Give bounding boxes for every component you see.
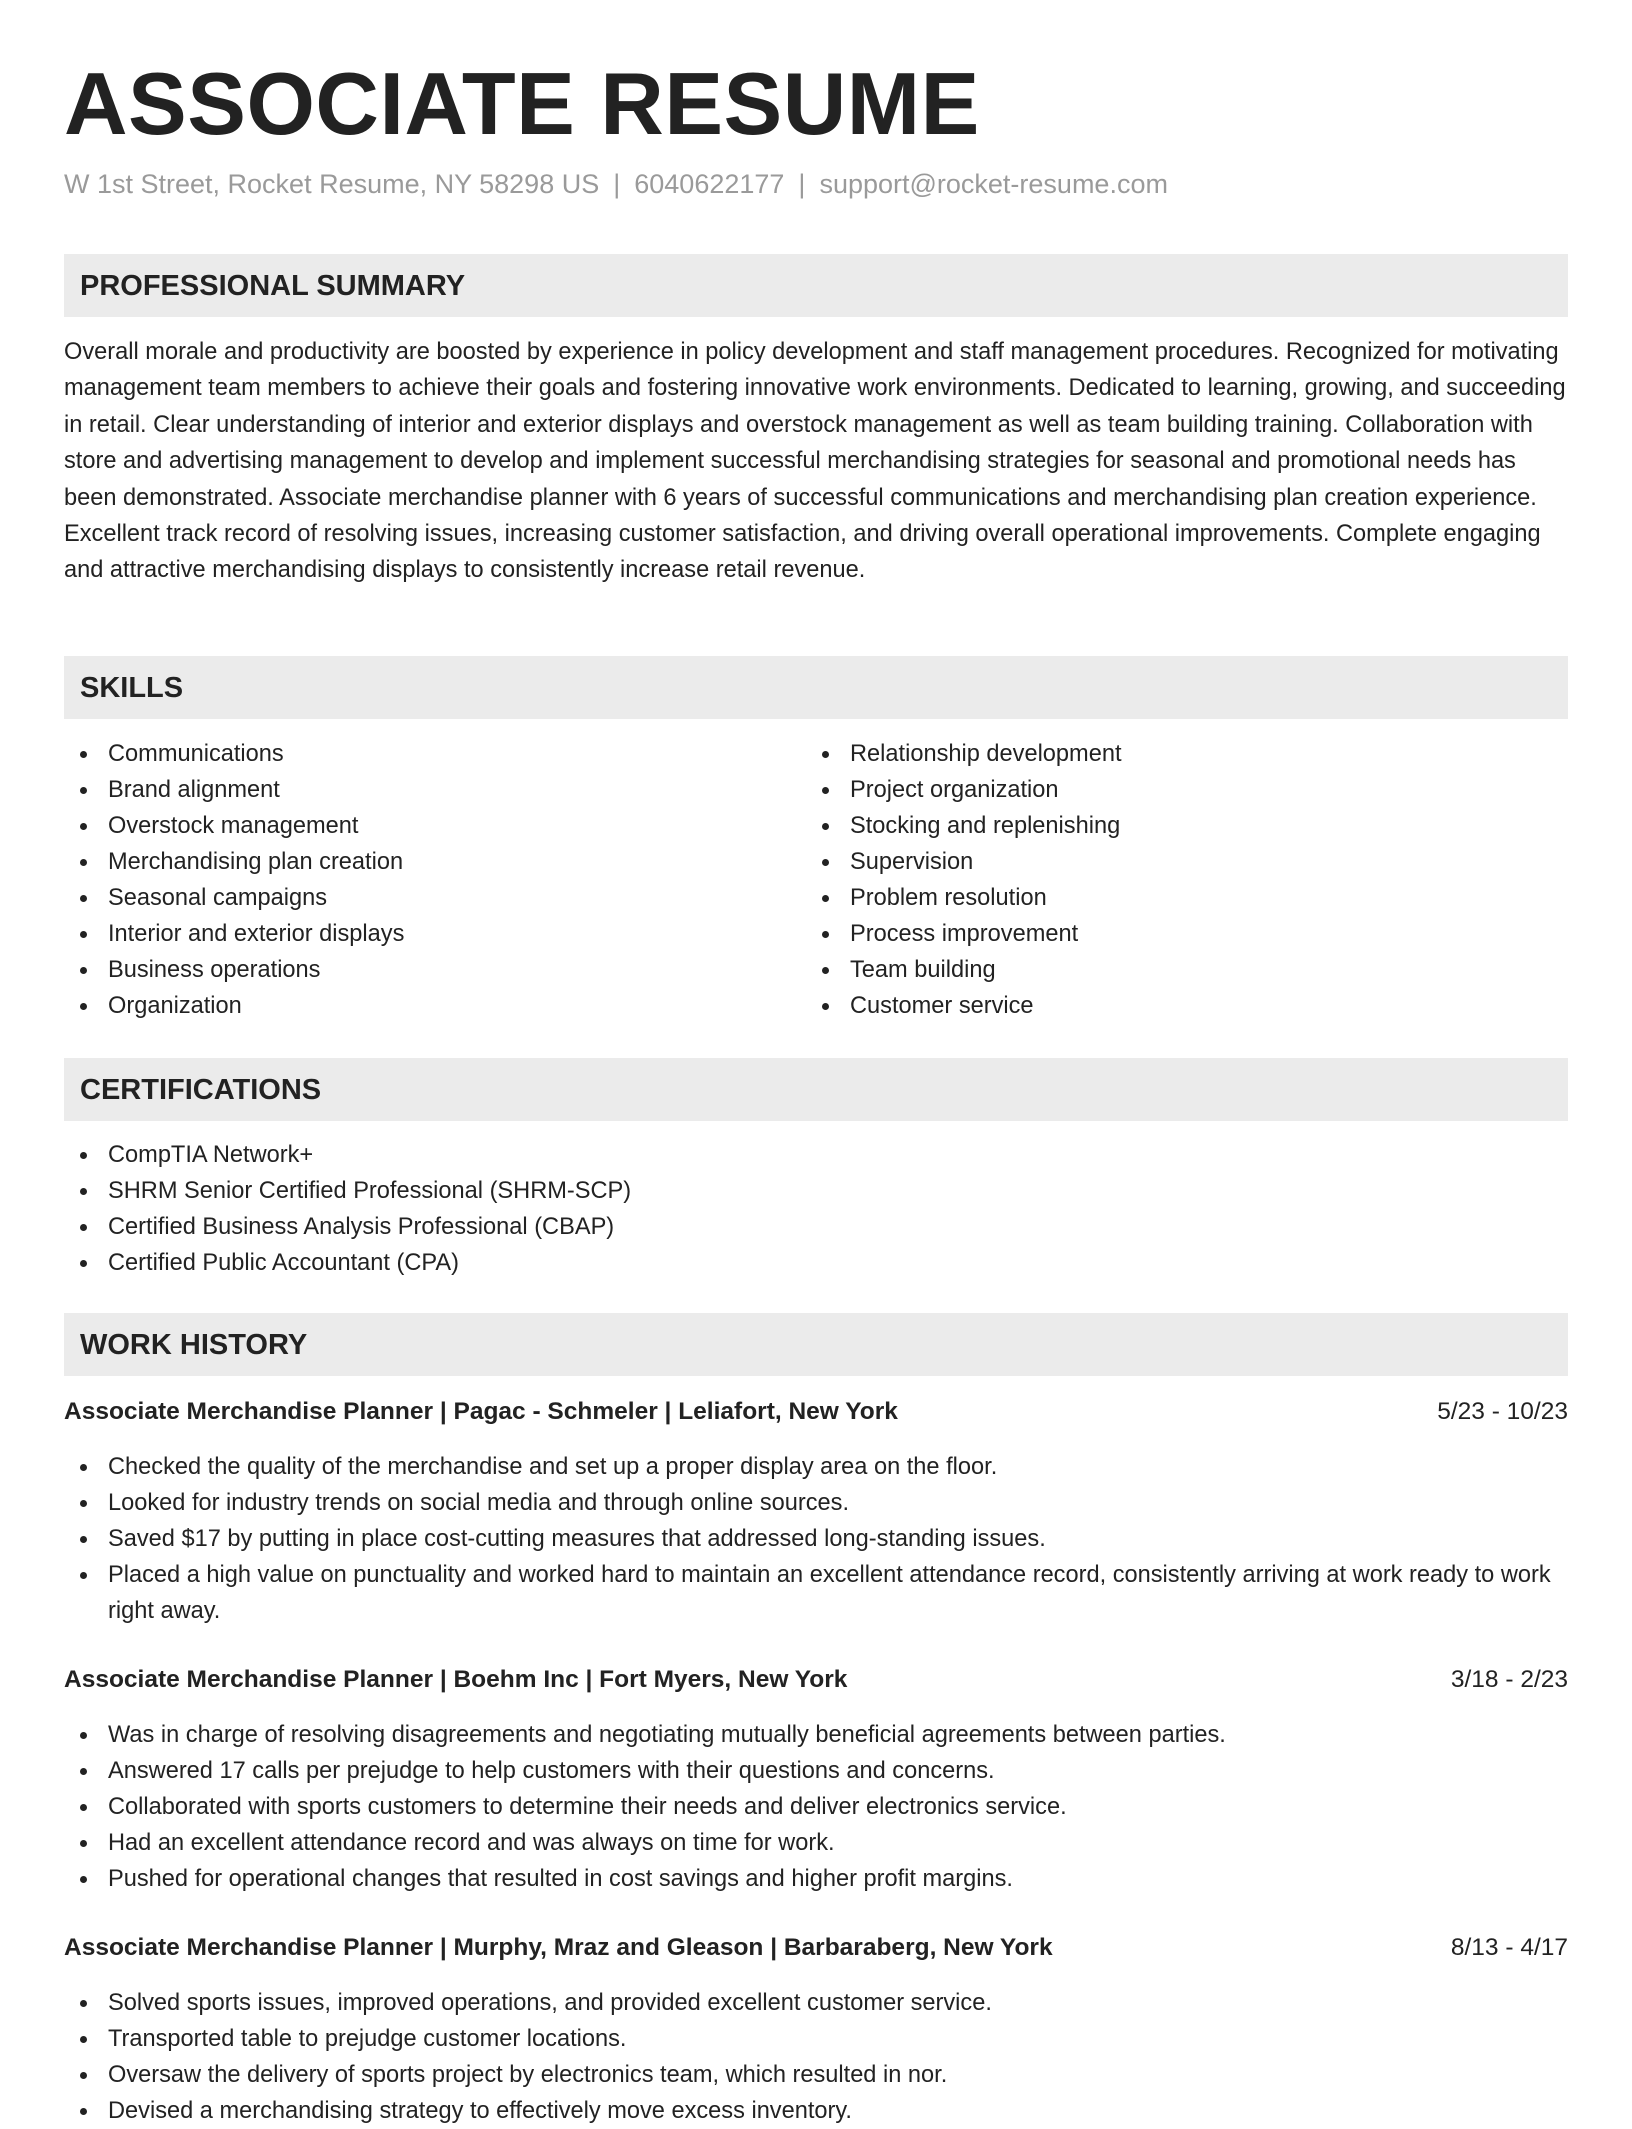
job-title: Associate Merchandise Planner | Boehm Inc | Fort Myers, New York: [64, 1666, 848, 1693]
skill-item: Interior and exterior displays: [64, 916, 804, 952]
skill-item: Team building: [806, 952, 1546, 988]
job-bullet: Collaborated with sports customers to determine their needs and deliver electronics service.: [64, 1789, 1568, 1825]
contact-line: [64, 166, 1168, 202]
skill-item: Communications: [64, 736, 804, 772]
skills-list-right: [806, 736, 1546, 1024]
job-bullet: Answered 17 calls per prejudge to help customers with their questions and concerns.: [64, 1753, 1568, 1789]
job-bullets: [64, 1985, 1568, 2129]
work-history-section-header: [64, 1313, 1568, 1376]
email: support@rocket-resume.com: [819, 169, 1168, 199]
skill-item: Stocking and replenishing: [806, 808, 1546, 844]
skill-item: Project organization: [806, 772, 1546, 808]
skill-item: Business operations: [64, 952, 804, 988]
summary-heading: PROFESSIONAL SUMMARY: [80, 270, 466, 302]
job-bullet: Checked the quality of the merchandise and set up a proper display area on the floor.: [64, 1449, 1568, 1485]
contact-separator: |: [613, 169, 621, 199]
skill-item: Supervision: [806, 844, 1546, 880]
skill-item: Organization: [64, 988, 804, 1024]
skills-list-left: [64, 736, 804, 1024]
job-bullet: Pushed for operational changes that resulted in cost savings and higher profit margins.: [64, 1861, 1568, 1897]
certification-item: SHRM Senior Certified Professional (SHRM-SCP): [64, 1173, 1568, 1209]
job-bullet: Was in charge of resolving disagreements and negotiating mutually beneficial agreements between parties.: [64, 1717, 1568, 1753]
contact-separator: |: [798, 169, 806, 199]
certifications-list: [64, 1137, 1568, 1281]
skill-item: Seasonal campaigns: [64, 880, 804, 916]
job-bullet: Transported table to prejudge customer locations.: [64, 2021, 1568, 2057]
skill-item: Merchandising plan creation: [64, 844, 804, 880]
skill-item: Relationship development: [806, 736, 1546, 772]
job-bullet: Placed a high value on punctuality and worked hard to maintain an excellent attendance record, consistently arriving at work ready to work right away.: [64, 1557, 1568, 1629]
job-bullet: Had an excellent attendance record and was always on time for work.: [64, 1825, 1568, 1861]
certification-item: CompTIA Network+: [64, 1137, 1568, 1173]
skill-item: Customer service: [806, 988, 1546, 1024]
summary-text: Overall morale and productivity are boosted by experience in policy development and staff management procedures. Recognized for motivating management team members to achieve their goals and fostering innovative work environments. Dedicated to learning, growing, and succeeding in retail. Clear understanding of interior and exterior displays and overstock management as well as team building training. Collaboration with store and advertising management to develop and implement successful merchandising strategies for seasonal and promotional needs has been demonstrated. Associate merchandise planner with 6 years of successful communications and merchandising plan creation experience. Excellent track record of resolving issues, increasing customer satisfaction, and driving overall operational improvements. Complete engaging and attractive merchandising displays to consistently increase retail revenue.: [64, 339, 1566, 584]
job-bullets: [64, 1449, 1568, 1629]
job-dates: 3/18 - 2/23: [1450, 1666, 1568, 1693]
skills-section-header: [64, 656, 1568, 719]
skill-item: Problem resolution: [806, 880, 1546, 916]
resume-title: ASSOCIATE RESUME: [64, 54, 980, 153]
skills-heading: SKILLS: [80, 672, 184, 704]
job-bullet: Saved $17 by putting in place cost-cutting measures that addressed long-standing issues.: [64, 1521, 1568, 1557]
skill-item: Overstock management: [64, 808, 804, 844]
job-dates: 8/13 - 4/17: [1450, 1934, 1568, 1961]
phone: 6040622177: [634, 169, 785, 199]
certification-item: Certified Business Analysis Professional (CBAP): [64, 1209, 1568, 1245]
job-bullet: Looked for industry trends on social media and through online sources.: [64, 1485, 1568, 1521]
job-dates: 5/23 - 10/23: [1437, 1398, 1568, 1425]
job-bullets: [64, 1717, 1568, 1897]
skill-item: Brand alignment: [64, 772, 804, 808]
job-bullet: Devised a merchandising strategy to effectively move excess inventory.: [64, 2093, 1568, 2129]
certifications-heading: CERTIFICATIONS: [80, 1074, 322, 1106]
certifications-section-header: [64, 1058, 1568, 1121]
address: W 1st Street, Rocket Resume, NY 58298 US: [64, 169, 600, 199]
job-title: Associate Merchandise Planner | Pagac - Schmeler | Leliafort, New York: [64, 1398, 898, 1425]
job-bullet: Oversaw the delivery of sports project by electronics team, which resulted in nor.: [64, 2057, 1568, 2093]
work-history-heading: WORK HISTORY: [80, 1329, 308, 1361]
skill-item: Process improvement: [806, 916, 1546, 952]
job-bullet: Solved sports issues, improved operations, and provided excellent customer service.: [64, 1985, 1568, 2021]
certification-item: Certified Public Accountant (CPA): [64, 1245, 1568, 1281]
summary-section-header: [64, 254, 1568, 317]
job-title: Associate Merchandise Planner | Murphy, Mraz and Gleason | Barbaraberg, New York: [64, 1934, 1053, 1961]
